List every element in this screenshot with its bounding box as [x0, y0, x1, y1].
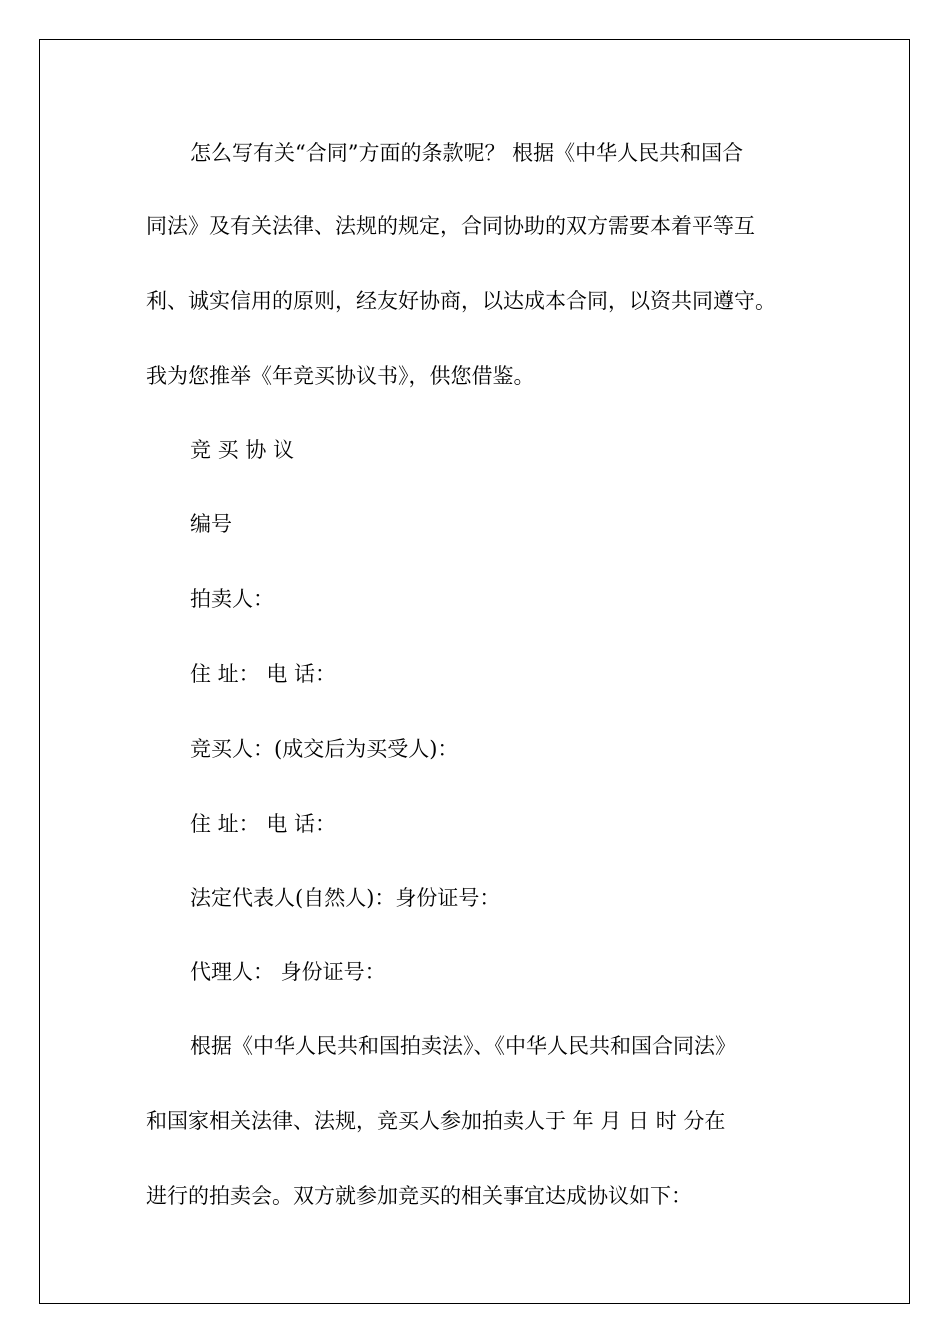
legal-representative: 法定代表人(自然人)：身份证号： — [190, 886, 501, 910]
bidder-label: 竞买人：(成交后为买受人)： — [190, 737, 459, 761]
auctioneer-contact: 住 址： 电 话： — [190, 662, 337, 686]
body-line-3: 进行的拍卖会。双方就参加竞买的相关事宜达成协议如下： — [146, 1184, 692, 1208]
intro-line-1: 怎么写有关“合同”方面的条款呢？ 根据《中华人民共和国合 — [190, 141, 744, 165]
bidder-contact: 住 址： 电 话： — [190, 812, 337, 836]
body-line-1: 根据《中华人民共和国拍卖法》、《中华人民共和国合同法》 — [190, 1034, 736, 1058]
intro-line-4: 我为您推举《年竞买协议书》，供您借鉴。 — [146, 364, 535, 388]
intro-line-2: 同法》及有关法律、法规的规定，合同协助的双方需要本着平等互 — [146, 214, 755, 238]
body-line-2: 和国家相关法律、法规，竞买人参加拍卖人于 年 月 日 时 分在 — [146, 1109, 726, 1133]
agent-line: 代理人： 身份证号： — [190, 960, 386, 984]
intro-line-3: 利、诚实信用的原则，经友好协商，以达成本合同，以资共同遵守。 — [146, 289, 776, 313]
agreement-title: 竞 买 协 议 — [190, 438, 295, 462]
auctioneer-label: 拍卖人： — [190, 587, 274, 611]
number-label: 编号 — [190, 512, 232, 536]
